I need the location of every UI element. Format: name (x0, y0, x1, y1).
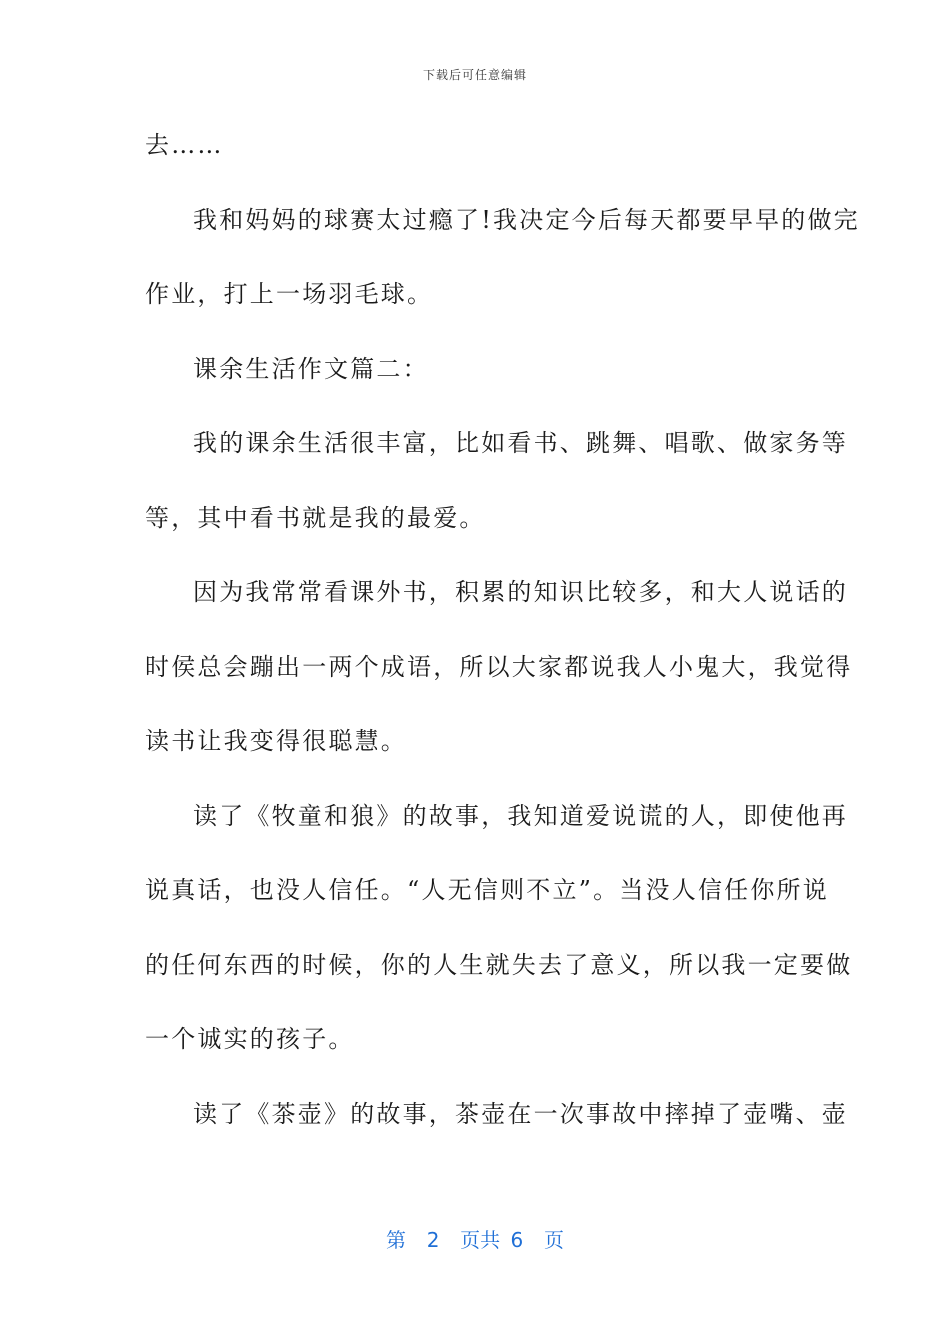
paragraph-line-6: 等，其中看书就是我的最爱。 (145, 503, 486, 532)
section-heading: 课余生活作文篇二： (193, 354, 429, 383)
paragraph-line-10: 读了《牧童和狼》的故事，我知道爱说谎的人，即使他再 (193, 801, 848, 830)
paragraph-line-11: 说真话，也没人信任。“人无信则不立”。当没人信任你所说 (145, 876, 829, 904)
paragraph-line-8: 时侯总会蹦出一两个成语，所以大家都说我人小鬼大，我觉得 (145, 652, 853, 681)
paragraph-line-9: 读书让我变得很聪慧。 (145, 727, 407, 755)
paragraph-line-13: 一个诚实的孩子。 (145, 1025, 355, 1053)
page-number-label: 第 2 页共 6 页 (386, 1228, 564, 1252)
paragraph-line-7: 因为我常常看课外书，积累的知识比较多，和大人说话的 (193, 578, 848, 606)
paragraph-line-2: 我和妈妈的球赛太过瘾了!我决定今后每天都要早早的做完 (193, 205, 860, 234)
paragraph-line-14: 读了《茶壶》的故事，茶壶在一次事故中摔掉了壶嘴、壶 (193, 1099, 848, 1128)
page-header-note: 下载后可任意编辑 (422, 68, 527, 82)
paragraph-line-5: 我的课余生活很丰富，比如看书、跳舞、唱歌、做家务等 (193, 429, 848, 457)
paragraph-line-1: 去…… (145, 131, 224, 159)
document-body (145, 120, 860, 1163)
paragraph-line-3: 作业，打上一场羽毛球。 (145, 280, 434, 308)
page-number-footer (0, 1224, 950, 1253)
paragraph-line-12: 的任何东西的时候，你的人生就失去了意义，所以我一定要做 (145, 950, 853, 979)
